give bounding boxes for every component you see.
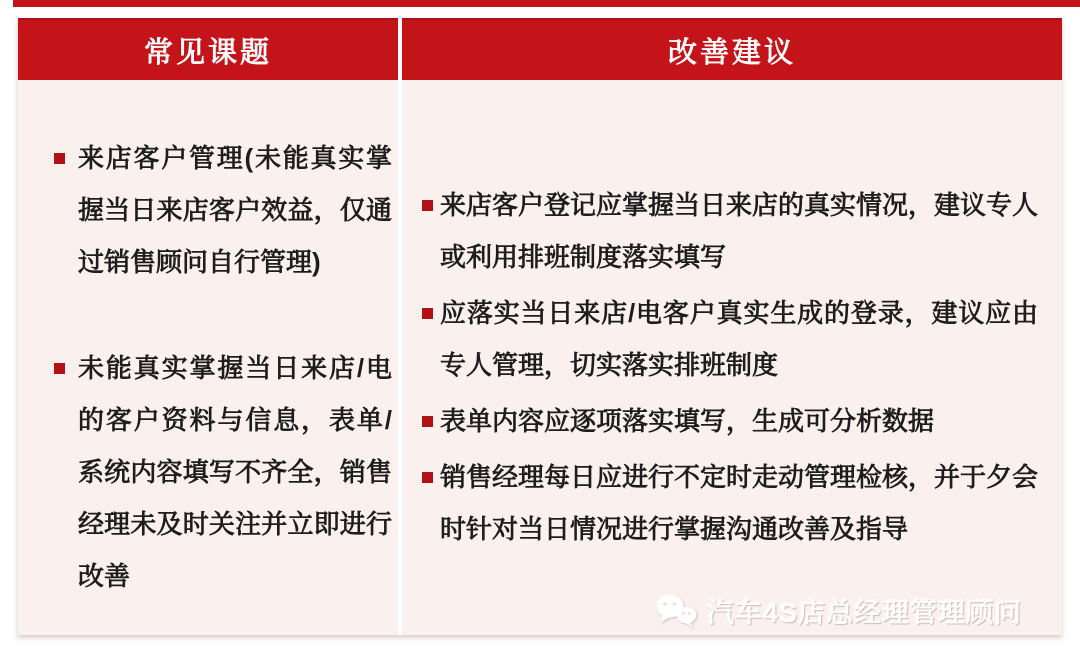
list-item xyxy=(422,451,1038,555)
bullet-square-icon xyxy=(422,200,433,211)
list-item-text: 来店客户管理(未能真实掌握当日来店客户效益，仅通过销售顾问自行管理) xyxy=(78,143,392,277)
list-item-text: 表单内容应逐项落实填写，生成可分析数据 xyxy=(440,406,935,436)
common-issues-cell xyxy=(18,80,398,635)
common-issues-list xyxy=(54,132,392,602)
list-item-text: 未能真实掌握当日来店/电的客户资料与信息，表单/系统内容填写不齐全，销售经理未及时关注并立即进行改善 xyxy=(78,353,392,591)
bullet-square-icon xyxy=(422,416,433,427)
column-header-common-issues: 常见课题 xyxy=(18,18,398,80)
bullet-square-icon xyxy=(422,308,433,319)
list-item xyxy=(54,132,392,288)
list-item xyxy=(422,287,1038,391)
watermark-text: 汽车4S店总经理管理顾问 xyxy=(706,598,1022,628)
improvement-suggestions-cell xyxy=(402,80,1062,635)
list-item-text: 来店客户登记应掌握当日来店的真实情况，建议专人或利用排班制度落实填写 xyxy=(440,190,1039,272)
bullet-square-icon xyxy=(54,153,65,164)
list-item-text: 应落实当日来店/电客户真实生成的登录，建议应由专人管理，切实落实排班制度 xyxy=(440,298,1038,380)
column-improvement-suggestions xyxy=(402,18,1062,635)
list-item xyxy=(54,342,392,602)
column-common-issues xyxy=(18,18,398,635)
issues-table xyxy=(18,18,1062,635)
list-item xyxy=(422,395,1038,447)
list-item-text: 销售经理每日应进行不定时走动管理检核，并于夕会时针对当日情况进行掌握沟通改善及指导 xyxy=(440,462,1039,544)
list-item xyxy=(422,179,1038,283)
column-header-improvement-suggestions: 改善建议 xyxy=(402,18,1062,80)
bullet-square-icon xyxy=(54,363,65,374)
bullet-square-icon xyxy=(422,472,433,483)
improvement-suggestions-list xyxy=(422,179,1038,555)
top-red-strip xyxy=(13,0,1080,7)
